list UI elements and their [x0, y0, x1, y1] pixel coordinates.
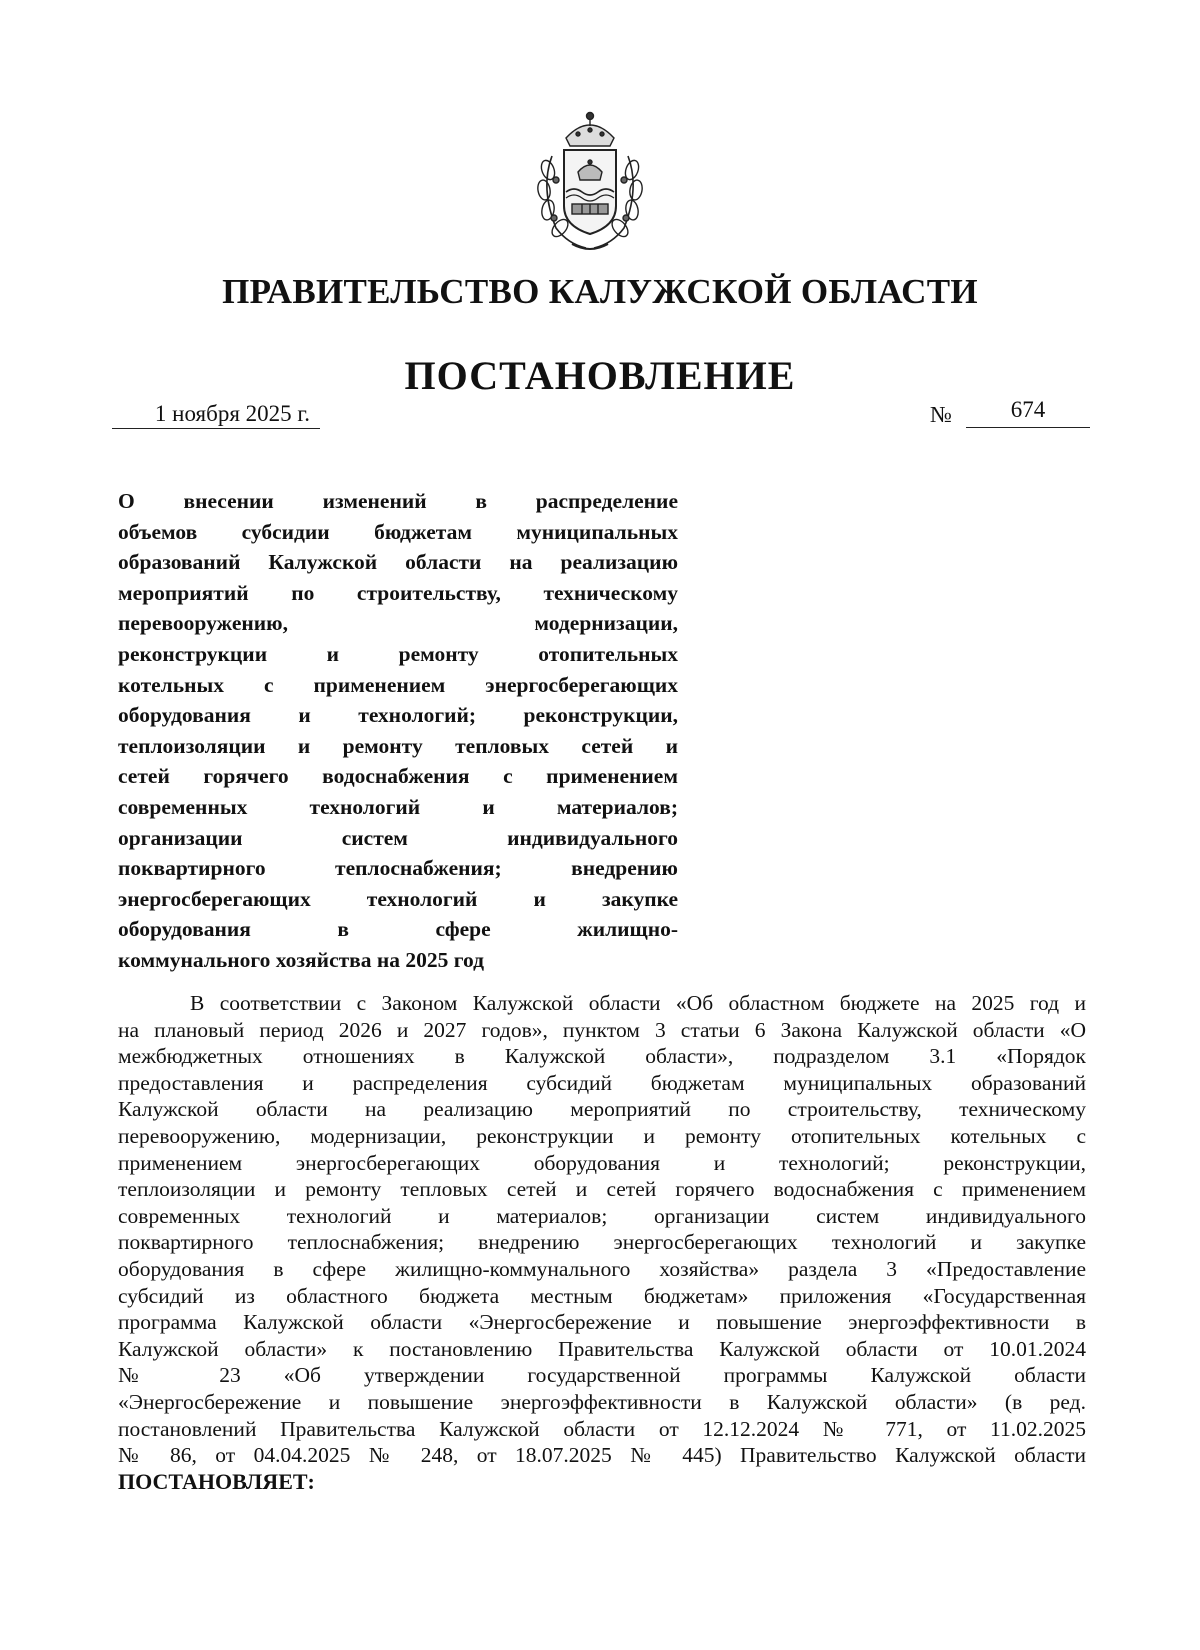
- body-line: Калужской области» к постановлению Правительства Калужской области от 10.01.2024: [118, 1336, 1086, 1361]
- subject-line: организации систем индивидуального: [118, 825, 678, 850]
- subject-line: сетей горячего водоснабжения с применением: [118, 764, 678, 789]
- subject-line: образований Калужской области на реализацию: [118, 550, 678, 575]
- subject-line: мероприятий по строительству, техническому: [118, 580, 678, 605]
- subject-line: перевооружению, модернизации,: [118, 611, 678, 636]
- document-number: [930, 398, 1090, 430]
- coat-of-arms-icon: [522, 108, 658, 256]
- body-line: перевооружению, модернизации, реконструкции и ремонту отопительных котельных с: [118, 1123, 1086, 1148]
- body-line: поквартирного теплоснабжения; внедрению энергосберегающих технологий и закупке: [118, 1230, 1086, 1255]
- document-date: 1 ноября 2025 г.: [112, 400, 320, 429]
- body-line: № 23 «Об утверждении государственной программы Калужской области: [118, 1363, 1086, 1388]
- body-line: оборудования в сфере жилищно-коммунального хозяйства» раздела 3 «Предоставление: [118, 1256, 1086, 1281]
- number-field: [966, 397, 1090, 428]
- subject-line: теплоизоляции и ремонту тепловых сетей и: [118, 733, 678, 758]
- subject-line: коммунального хозяйства на 2025 год: [118, 947, 485, 972]
- body-line: постановлений Правительства Калужской области от 12.12.2024 № 771, от 11.02.2025: [118, 1416, 1086, 1441]
- government-title: ПРАВИТЕЛЬСТВО КАЛУЖСКОЙ ОБЛАСТИ: [222, 272, 978, 311]
- preamble-paragraph: [118, 990, 1086, 1495]
- body-line: теплоизоляции и ремонту тепловых сетей и сетей горячего водоснабжения с применением: [118, 1177, 1086, 1202]
- subject-line: современных технологий и материалов;: [118, 794, 678, 819]
- subject-line: оборудования и технологий; реконструкции,: [118, 703, 678, 728]
- number-sign: №: [930, 402, 952, 427]
- subject-line: О внесении изменений в распределение: [118, 489, 678, 513]
- subject-line: оборудования в сфере жилищно-: [118, 917, 678, 942]
- body-line: Калужской области на реализацию мероприятий по строительству, техническому: [118, 1097, 1086, 1122]
- body-line: на плановый период 2026 и 2027 годов», пунктом 3 статьи 6 Закона Калужской области «О: [118, 1017, 1086, 1042]
- body-line: субсидий из областного бюджета местным бюджетам» приложения «Государственная: [118, 1283, 1086, 1308]
- body-line: «Энергосбережение и повышение энергоэффективности в Калужской области» (в ред.: [118, 1389, 1086, 1414]
- decree-word: ПОСТАНОВЛЯЕТ:: [118, 1468, 315, 1494]
- body-line: В соответствии с Законом Калужской области «Об областном бюджете на 2025 год и: [190, 991, 1086, 1015]
- subject-line: энергосберегающих технологий и закупке: [118, 886, 678, 911]
- subject-line: объемов субсидии бюджетам муниципальных: [118, 519, 678, 544]
- document-type: ПОСТАНОВЛЕНИЕ: [404, 353, 796, 398]
- body-line: программа Калужской области «Энергосбережение и повышение энергоэффективности в: [118, 1310, 1086, 1335]
- subject-line: котельных с применением энергосберегающих: [118, 672, 678, 697]
- body-line: предоставления и распределения субсидий бюджетам муниципальных образований: [118, 1070, 1086, 1095]
- body-line: современных технологий и материалов; организации систем индивидуального: [118, 1203, 1086, 1228]
- subject-line: реконструкции и ремонту отопительных: [118, 641, 678, 666]
- document-subject: [118, 486, 678, 976]
- number-value: 674: [1010, 397, 1046, 422]
- subject-line: поквартирного теплоснабжения; внедрению: [118, 856, 678, 881]
- body-line: межбюджетных отношениях в Калужской области», подразделом 3.1 «Порядок: [118, 1044, 1086, 1069]
- body-line: применением энергосберегающих оборудования и технологий; реконструкции,: [118, 1150, 1086, 1175]
- body-line: № 86, от 04.04.2025 № 248, от 18.07.2025 № 445) Правительство Калужской области: [118, 1443, 1086, 1468]
